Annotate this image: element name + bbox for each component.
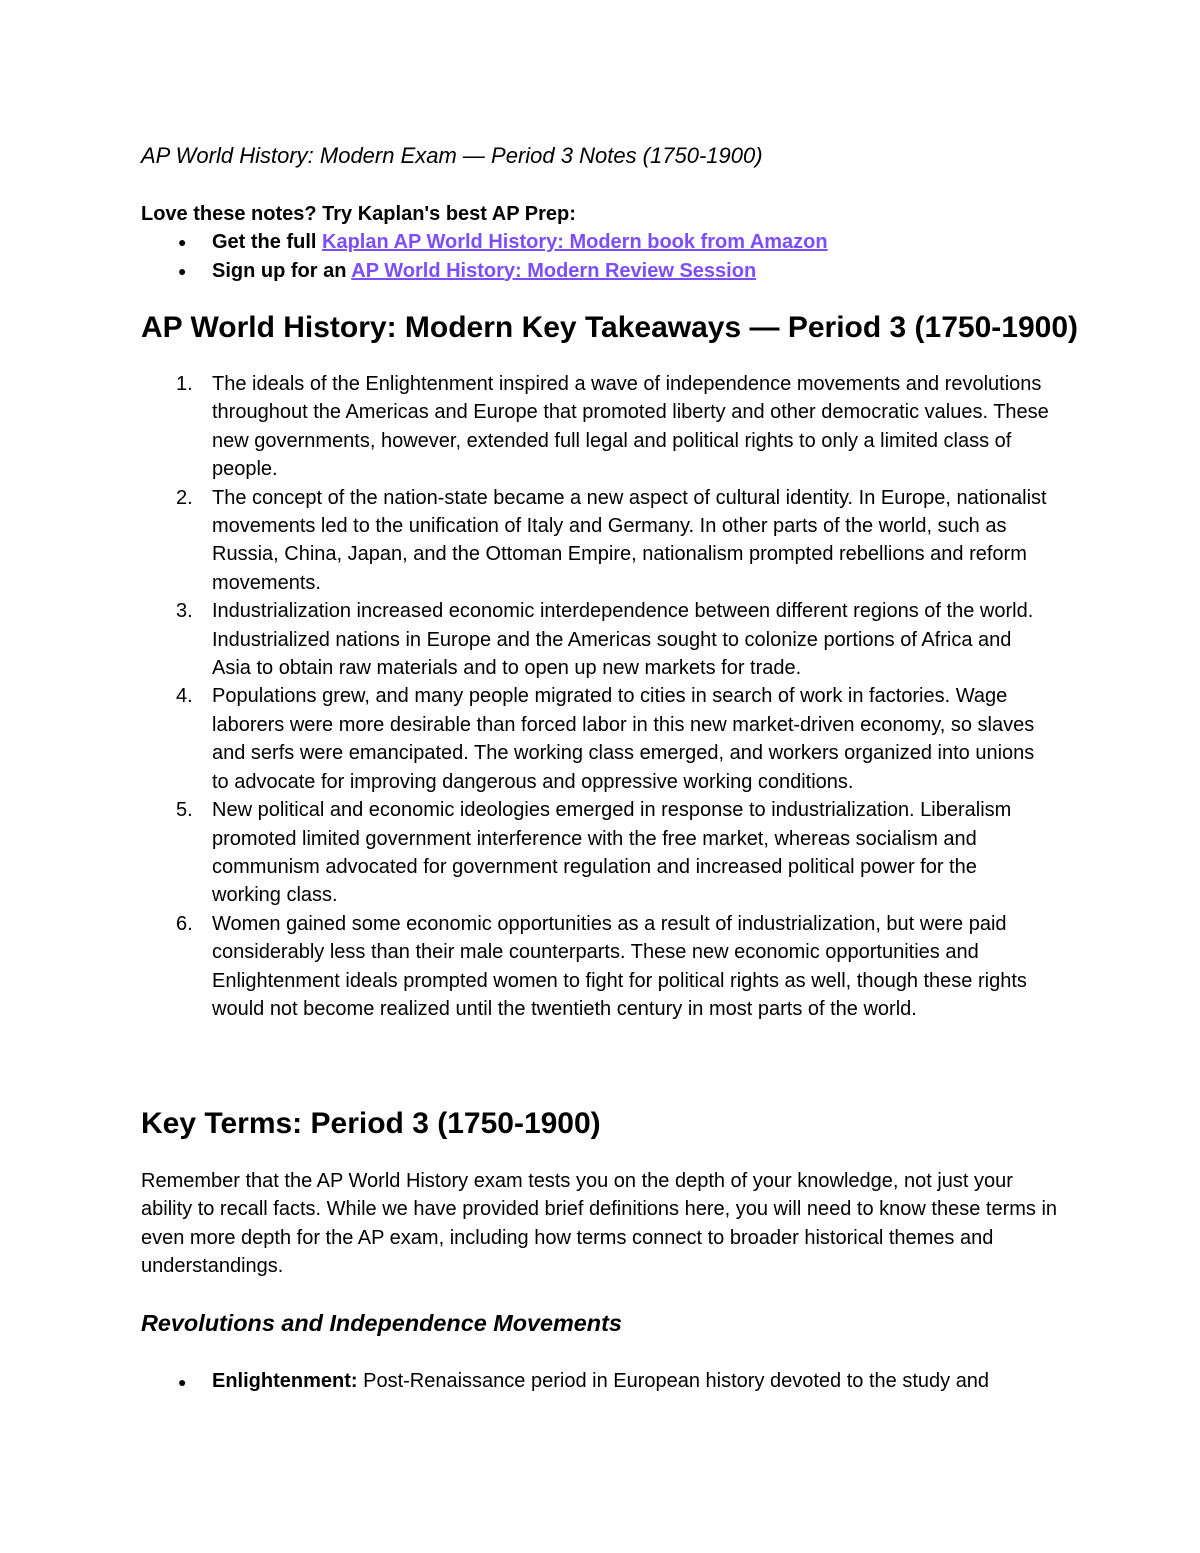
takeaway-text: New political and economic ideologies emerged in response to industrialization. Liberalism promoted limited government interference with the free market, whereas socialism and communism advocated for government regulation and increased political power for the working class. <box>212 799 1012 907</box>
list-item <box>141 484 1051 598</box>
takeaway-text: Industrialization increased economic interdependence between different regions of the world. Industrialized nations in Europe and the Americas sought to colonize portions of Africa and Asia to obtain raw materials and to open up new markets for trade. <box>212 600 1034 680</box>
review-session-link[interactable]: AP World History: Modern Review Session <box>351 259 757 282</box>
takeaways-heading: AP World History: Modern Key Takeaways — Period 3 (1750-1900) <box>141 311 1079 344</box>
takeaway-text: Populations grew, and many people migrated to cities in search of work in factories. Wage laborers were more desirable than forced labor in this new market-driven economy, so slaves and serfs were emancipated. The working class emerged, and workers organized into unions to advocate for improving dangerous and oppressive working conditions. <box>212 685 1035 793</box>
kaplan-book-link[interactable]: Kaplan AP World History: Modern book from Amazon <box>322 231 828 253</box>
bullet-icon: ● <box>178 262 187 279</box>
takeaway-text: The ideals of the Enlightenment inspired a wave of independence movements and revolutions throughout the Americas and Europe that promoted liberty and other democratic values. These new governments, however, extended full legal and political rights to only a limited class of people. <box>212 373 1049 481</box>
list-item <box>141 257 828 286</box>
key-terms-heading: Key Terms: Period 3 (1750-1900) <box>141 1107 601 1140</box>
term-name: Enlightenment: <box>212 1370 358 1392</box>
bullet-icon: ● <box>178 1374 187 1390</box>
list-number: 6. <box>176 912 193 935</box>
document-title: AP World History: Modern Exam — Period 3 Notes (1750-1900) <box>141 143 763 168</box>
list-item <box>141 228 828 257</box>
list-item <box>141 682 1051 796</box>
key-terms-intro: Remember that the AP World History exam tests you on the depth of your knowledge, not just your ability to recall facts. While we have provided brief definitions here, you will need to know these terms in even more depth for the AP exam, including how terms connect to broader historical themes and understandings. <box>141 1170 1058 1278</box>
list-number: 3. <box>176 600 193 623</box>
list-number: 4. <box>176 685 193 708</box>
promo-item-prefix: Get the full <box>212 231 317 253</box>
revolutions-heading: Revolutions and Independence Movements <box>141 1310 622 1336</box>
takeaway-text: The concept of the nation-state became a new aspect of cultural identity. In Europe, nationalist movements led to the unification of Italy and Germany. In other parts of the world, such as Russia, China, Japan, and the Ottoman Empire, nationalism prompted rebellions and reform movements. <box>212 486 1047 594</box>
bullet-icon: ● <box>178 234 187 250</box>
promo-item-prefix: Sign up for an <box>212 259 347 282</box>
list-number: 5. <box>176 799 193 822</box>
list-number: 2. <box>176 486 193 509</box>
promo-links-list <box>141 228 828 285</box>
list-number: 1. <box>176 373 193 395</box>
term-definition: Post-Renaissance period in European history devoted to the study and <box>363 1370 990 1392</box>
takeaway-text: Women gained some economic opportunities as a result of industrialization, but were paid considerably less than their male counterparts. These new economic opportunities and Enlightenment ideals prompted women to fight for political rights as well, though these rights would not become realized until the twentieth century in most parts of the world. <box>212 912 1027 1020</box>
revolutions-terms-list <box>141 1366 1061 1396</box>
list-item <box>141 796 1051 910</box>
list-item <box>141 1366 1061 1396</box>
list-item <box>141 370 1051 484</box>
takeaways-list <box>141 370 1051 1023</box>
list-item <box>141 597 1051 682</box>
promo-heading: Love these notes? Try Kaplan's best AP Prep: <box>141 203 576 225</box>
list-item <box>141 910 1051 1024</box>
